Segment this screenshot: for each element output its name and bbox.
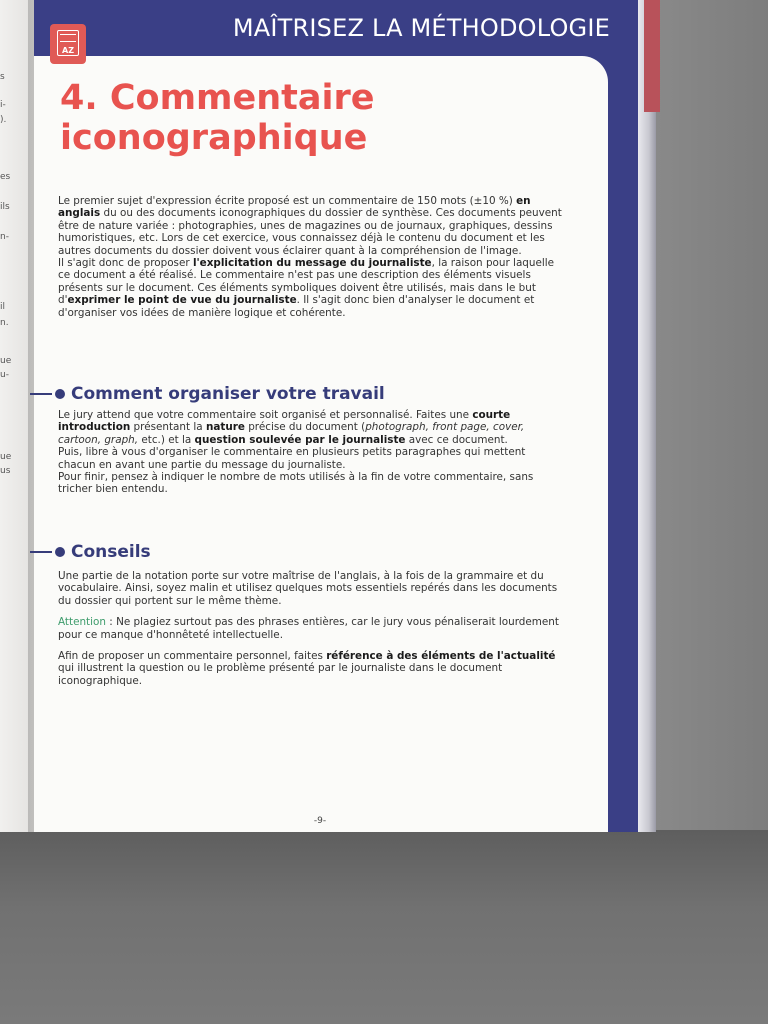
emphasis-text: l'explicitation du message du journaliste — [192, 257, 432, 270]
emphasis-text: courte introduction — [58, 409, 511, 434]
organize-paragraph-1 — [58, 409, 562, 446]
emphasis-text: exprimer le point de vue du journaliste — [67, 294, 297, 307]
body-text: , la raison pour laquelle ce document a été réalisé. Le commentaire n'est pas une description des éléments visuels présents sur le document. Ces éléments symboliques doivent être utilisés, mais dans le but d' — [58, 257, 555, 307]
left-page-fragment: n. — [0, 318, 9, 328]
left-page-fragment: es — [0, 172, 11, 182]
page-number: -9- — [313, 816, 327, 826]
body-text: présentant la — [130, 421, 206, 434]
left-page-fragment: i- — [0, 100, 6, 110]
left-page-fragment: ue — [0, 356, 12, 366]
advice-paragraph-1: Une partie de la notation porte sur votre maîtrise de l'anglais, à la fois de la grammaire et du vocabulaire. Ainsi, soyez malin et utilisez quelques mots essentiels repérés dans les documents du dossier qui portent sur le même thème. — [58, 570, 558, 607]
section-heading-text: Comment organiser votre travail — [71, 384, 385, 404]
red-tab-marker — [644, 0, 660, 112]
emphasis-text: question soulevée par le journaliste — [194, 433, 406, 446]
bullet-dot-icon — [55, 389, 65, 399]
left-page-fragment: ils — [0, 202, 10, 212]
advice-block — [58, 570, 562, 687]
advice-paragraph-3 — [58, 650, 562, 687]
heading-dash — [30, 393, 52, 395]
organize-block — [58, 409, 562, 496]
section-heading-advice — [30, 540, 151, 564]
body-text: avec ce document. — [405, 433, 508, 446]
body-text: Il s'agit donc de proposer — [58, 257, 193, 270]
page-stack-edge — [638, 0, 656, 832]
body-text: etc.) et la — [138, 433, 195, 446]
body-text: Afin de proposer un commentaire personnel, faites — [58, 650, 327, 663]
emphasis-text: référence à des éléments de l'actualité — [326, 650, 556, 663]
advice-paragraph-2 — [58, 616, 562, 641]
intro-paragraph-1 — [58, 195, 562, 257]
left-page-fragment: us — [0, 466, 11, 476]
section-heading-text: Conseils — [71, 542, 151, 562]
body-text: précise du document ( — [244, 421, 366, 434]
emphasis-text: en anglais — [58, 195, 531, 220]
background-surface — [0, 830, 768, 1024]
book-az-icon — [50, 24, 86, 64]
section-heading-organize — [30, 382, 385, 406]
left-page-fragment: n- — [0, 232, 9, 242]
attention-label: Attention — [58, 616, 106, 629]
bullet-dot-icon — [55, 547, 65, 557]
icon-label: AZ — [62, 46, 74, 55]
body-text: Le premier sujet d'expression écrite proposé est un commentaire de 150 mots (±10 %) — [58, 195, 517, 207]
section-header-title: MAÎTRISEZ LA MÉTHODOLOGIE — [232, 14, 610, 42]
page-title-line1: 4. Commentaire — [60, 78, 375, 118]
background-right — [648, 0, 768, 830]
organize-paragraph-2: Puis, libre à vous d'organiser le commentaire en plusieurs petits paragraphes qui mettent chacun en avant une partie du message du journaliste. — [58, 446, 526, 471]
organize-paragraph-3: Pour finir, pensez à indiquer le nombre de mots utilisés à la fin de votre commentaire, sans tricher bien entendu. — [58, 471, 534, 496]
body-text: Le jury attend que votre commentaire soit organisé et personnalisé. Faites une — [58, 409, 473, 421]
page-title — [60, 78, 520, 158]
intro-block — [58, 195, 562, 319]
attention-text: : Ne plagiez surtout pas des phrases entières, car le jury vous pénaliserait lourdement pour ce manque d'honnêteté intellectuelle. — [58, 616, 559, 641]
heading-dash — [30, 551, 52, 553]
body-text: du ou des documents iconographiques du dossier de synthèse. Ces documents peuvent être de nature variée : photographies, unes de magazines ou de journaux, graphiques, dessins humoristiques, etc. Lors de cet exercice, vous connaissez déjà le contenu du document et les autres documents du dossier doivent vous éclairer quant à la compréhension de l'image. — [58, 207, 562, 257]
body-text: qui illustrent la question ou le problème présenté par le journaliste dans le document iconographique. — [58, 662, 503, 687]
emphasis-text: nature — [205, 421, 245, 434]
example-text: photograph, front page, cover, cartoon, graph, — [58, 421, 525, 446]
left-page-fragment: ue — [0, 452, 12, 462]
intro-paragraph-2 — [58, 257, 562, 319]
page-title-line2: iconographique — [60, 118, 368, 158]
body-text: . Il s'agit donc bien d'analyser le document et d'organiser vos idées de manière logique et cohérente. — [58, 294, 535, 319]
left-page-fragment: ). — [0, 115, 7, 125]
left-page-fragment: u- — [0, 370, 9, 380]
left-page-fragment: s — [0, 72, 5, 82]
left-page-fragment: il — [0, 302, 6, 312]
